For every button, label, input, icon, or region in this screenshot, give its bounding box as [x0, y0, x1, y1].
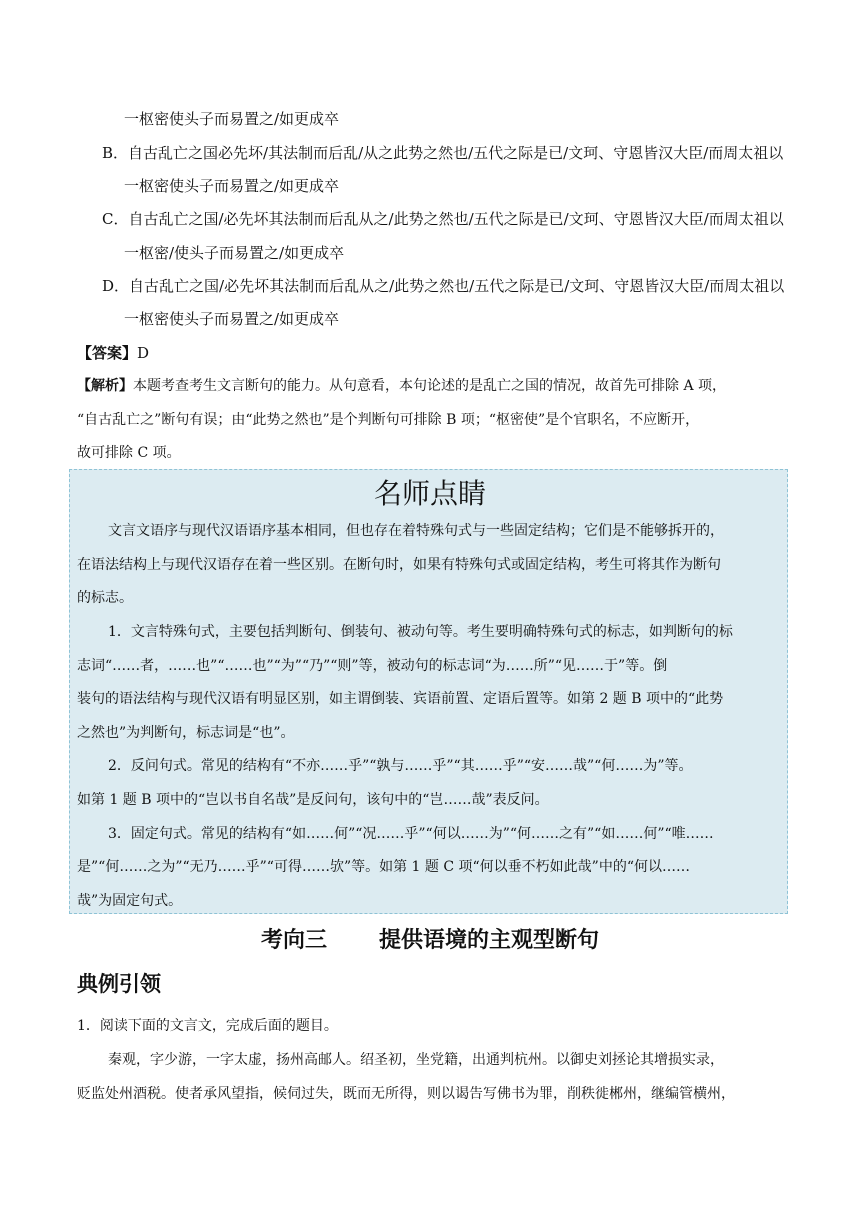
tip-box-title: 名师点睛	[373, 477, 486, 510]
tip-line: 3．固定句式。常见的结构有“如……何”“况……乎”“何以……为”“何……之有”“如……何”“唯……	[108, 826, 714, 842]
analysis-line2: “自古乱亡之”断句有误；由“此势之然也”是个判断句可排除 B 项；“枢密使”是个官职名，不应断开，	[77, 412, 700, 428]
tip-line: 是”“何……之为”“无乃……乎”“可得……欤”等。如第 1 题 C 项“何以垂不朽如此哉”中的“何以……	[77, 859, 690, 875]
section-number: 考向三	[260, 928, 327, 953]
answer-value: D	[137, 344, 150, 362]
tip-line: 2．反问句式。常见的结构有“不亦……乎”“孰与……乎”“其……乎”“安……哉”“何……为”等。	[108, 758, 693, 774]
tip-line: 哉”为固定句式。	[77, 893, 183, 909]
tip-line: 志词“……者，……也”“……也”“为”“乃”“则”等，被动句的标志词“为……所”“见……于”等。倒	[77, 658, 668, 674]
question-prompt: 1．阅读下面的文言文，完成后面的题目。	[77, 1018, 338, 1034]
passage-line2: 贬监处州酒税。使者承风望指，候伺过失，既而无所得，则以谒告写佛书为罪，削秩徙郴州，继编管横州，	[77, 1086, 735, 1102]
tip-line: 如第 1 题 B 项中的“岂以书自名哉”是反问句，该句中的“岂……哉”表反问。	[77, 792, 549, 808]
analysis-label: 【解析】	[77, 378, 133, 394]
section-heading	[0, 926, 860, 956]
analysis-text-1: 本题考查考生文言断句的能力。从句意看，本句论述的是乱亡之国的情况，故首先可排除 A 项，	[133, 378, 727, 394]
answer-label: 【答案】	[77, 344, 138, 362]
tip-line: 在语法结构上与现代汉语存在着一些区别。在断句时，如果有特殊句式或固定结构，考生可将其作为断句	[77, 557, 721, 573]
option-d-line2: 一枢密使头子而易置之/如更成卒	[124, 310, 340, 328]
tip-line: 文言文语序与现代汉语语序基本相同，但也存在着特殊句式与一些固定结构；它们是不能够拆开的，	[108, 523, 724, 539]
answer-line	[77, 343, 149, 363]
section-title: 提供语境的主观型断句	[379, 928, 600, 953]
option-b-line2: 一枢密使头子而易置之/如更成卒	[124, 177, 340, 195]
option-a-continuation: 一枢密使头子而易置之/如更成卒	[124, 110, 340, 128]
passage-line1: 秦观，字少游，一字太虚，扬州高邮人。绍圣初，坐党籍，出通判杭州。以御史刘拯论其增损实录，	[108, 1052, 724, 1068]
option-b-line1: B．自古乱亡之国必先坏/其法制而后乱/从之此势之然也/五代之际是已/文珂、守恩皆汉大臣/而周太祖以	[102, 144, 784, 162]
option-c-line1: C．自古乱亡之国/必先坏其法制而后乱从之/此势之然也/五代之际是已/文珂、守恩皆汉大臣/而周太祖以	[102, 210, 784, 228]
analysis-line1	[77, 376, 726, 396]
tip-line: 的标志。	[77, 590, 133, 606]
tip-line: 1．文言特殊句式，主要包括判断句、倒装句、被动句等。考生要明确特殊句式的标志，如判断句的标	[108, 624, 733, 640]
analysis-line3: 故可排除 C 项。	[77, 445, 181, 461]
option-d-line1: D．自古乱亡之国/必先坏其法制而后乱从之/此势之然也/五代之际是已/文珂、守恩皆汉大臣/而周太祖以	[102, 277, 785, 295]
tip-line: 装句的语法结构与现代汉语有明显区别，如主谓倒装、宾语前置、定语后置等。如第 2 题 B 项中的“此势	[77, 691, 724, 707]
subsection-title: 典例引领	[77, 972, 161, 996]
tip-line: 之然也”为判断句，标志词是“也”。	[77, 725, 295, 741]
option-c-line2: 一枢密/使头子而易置之/如更成卒	[124, 244, 345, 262]
